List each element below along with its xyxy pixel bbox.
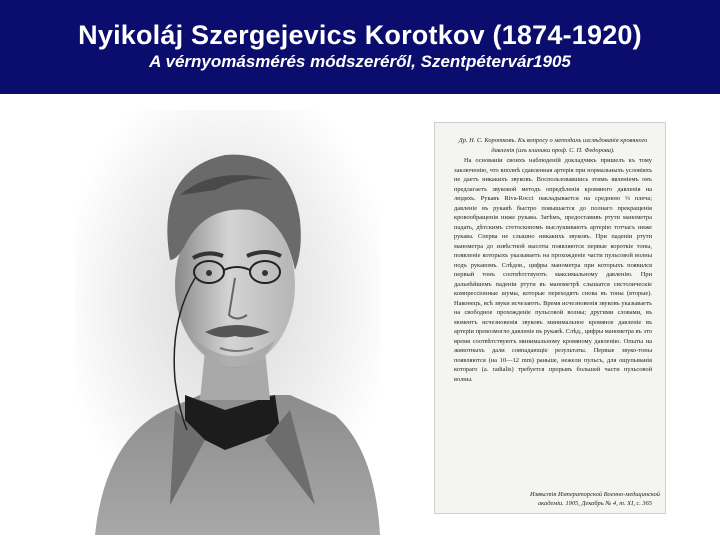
- document-body: На основаніи своихъ наблюденій докладчикъ пришелъ къ тому заключенію, что вполнѣ сдавленная артерія при нормальныхъ условіяхъ не даетъ никакихъ звуковъ. Воспользовавшись этимъ явленіемъ онъ предлагаетъ звуковой методъ опредѣленія кровяного давленія на людяхъ. Рукавъ Riva-Rocci накладывается на среднюю ⅓ плеча; давленіе въ рукавѣ быстро повышается до полнаго прекращенія кровообращенія ниже рукава. Затѣмъ, предоставивъ ртути манометра падать, дѣтскимъ стетоскопомъ выслушиваютъ артерію тотчасъ ниже рукава. Сперва не слышно никакихъ звуковъ. При паденіи ртути манометра до извѣстной высоты появляются первые короткіе тоны, появленіе которыхъ указываетъ на прохожденіе части пульсовой волны подъ рукавомъ. Слѣдов., цифры манометра при которыхъ появился первый тонъ соотвѣтствуютъ максимальному давленію. При дальнѣйшемъ паденіи ртути въ манометрѣ слышатся систолическіе компрессіонные шумы, которые переходятъ снова въ тоны (вторые). Наконецъ, всѣ звуки исчезаютъ. Время исчезновенія звуковъ указываетъ на свободное прохожденіе пульсовой волны; другими словами, въ моментъ исчезновенія звуковъ минимальное кровяное давленіе въ артеріи превозмогло давленіе въ рукавѣ. Слѣд., цифры манометра въ это время соотвѣтствуютъ минимальному кровяному давленію. Опыты на животныхъ дали совпадающіе результаты. Первые звуко-тоны появляются (на 10—12 mm) раньше, нежели пульсъ, для ощупыванія котораго (a. radialis) требуется прорывъ большей части пульсовой волны.: [454, 157, 652, 383]
- document-text: [454, 136, 652, 500]
- historical-document: [434, 122, 666, 514]
- slide-title: Nyikoláj Szergejevics Korotkov (1874-1920): [78, 20, 642, 50]
- title-bar: [0, 0, 720, 94]
- portrait-photo: [75, 110, 380, 535]
- slide-subtitle: A vérnyomásmérés módszeréről, Szentpétervár1905: [149, 52, 571, 71]
- document-source: Извѣстія Императорской Военно-медицинской академіи. 1905, Декабрь № 4, т. XI, с. 365: [530, 491, 660, 507]
- document-heading: Др. Н. С. Коротковъ. Къ вопросу о методахъ изслѣдованія кровяного давленія (изъ клиники проф. С. П. Федорова).: [458, 137, 648, 154]
